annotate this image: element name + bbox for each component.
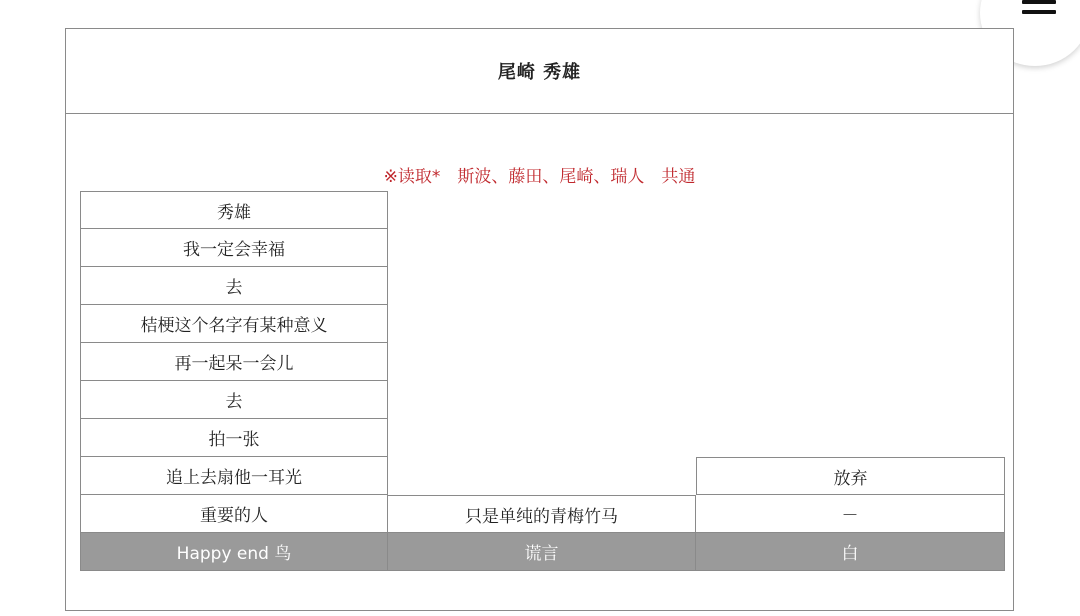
choice-cell[interactable]: 去 bbox=[80, 381, 388, 419]
empty-cell bbox=[388, 419, 696, 457]
empty-cell bbox=[388, 305, 696, 343]
ending-cell: 白 bbox=[696, 533, 1005, 571]
table-row bbox=[80, 191, 1005, 229]
route-card bbox=[65, 28, 1014, 611]
card-title: 尾崎 秀雄 bbox=[66, 29, 1013, 114]
ending-row bbox=[80, 533, 1005, 571]
ending-cell: Happy end 鸟 bbox=[80, 533, 388, 571]
empty-cell bbox=[696, 343, 1005, 381]
table-row bbox=[80, 419, 1005, 457]
choice-cell[interactable]: － bbox=[696, 495, 1005, 533]
choice-cell[interactable]: 去 bbox=[80, 267, 388, 305]
empty-cell bbox=[388, 343, 696, 381]
choice-cell[interactable]: 只是单纯的青梅竹马 bbox=[388, 495, 696, 533]
choice-cell[interactable]: 放弃 bbox=[696, 457, 1005, 495]
table-row bbox=[80, 495, 1005, 533]
hamburger-menu-icon[interactable] bbox=[1022, 0, 1056, 18]
empty-cell bbox=[696, 381, 1005, 419]
empty-cell bbox=[696, 191, 1005, 229]
choice-cell[interactable]: 秀雄 bbox=[80, 191, 388, 229]
choice-cell[interactable]: 桔梗这个名字有某种意义 bbox=[80, 305, 388, 343]
empty-cell bbox=[696, 419, 1005, 457]
empty-cell bbox=[696, 267, 1005, 305]
table-row bbox=[80, 381, 1005, 419]
empty-cell bbox=[388, 191, 696, 229]
table-row bbox=[80, 457, 1005, 495]
empty-cell bbox=[388, 229, 696, 267]
choice-cell[interactable]: 追上去扇他一耳光 bbox=[80, 457, 388, 495]
ending-cell: 谎言 bbox=[388, 533, 696, 571]
choice-cell[interactable]: 我一定会幸福 bbox=[80, 229, 388, 267]
empty-cell bbox=[696, 305, 1005, 343]
table-row bbox=[80, 305, 1005, 343]
choice-table bbox=[80, 191, 1005, 571]
choice-cell[interactable]: 拍一张 bbox=[80, 419, 388, 457]
route-note: ※读取* 斯波、藤田、尾崎、瑞人 共通 bbox=[383, 167, 696, 187]
table-row bbox=[80, 267, 1005, 305]
table-row bbox=[80, 229, 1005, 267]
empty-cell bbox=[388, 381, 696, 419]
choice-cell[interactable]: 再一起呆一会儿 bbox=[80, 343, 388, 381]
empty-cell bbox=[696, 229, 1005, 267]
table-row bbox=[80, 343, 1005, 381]
empty-cell bbox=[388, 267, 696, 305]
empty-cell bbox=[388, 457, 696, 495]
choice-cell[interactable]: 重要的人 bbox=[80, 495, 388, 533]
